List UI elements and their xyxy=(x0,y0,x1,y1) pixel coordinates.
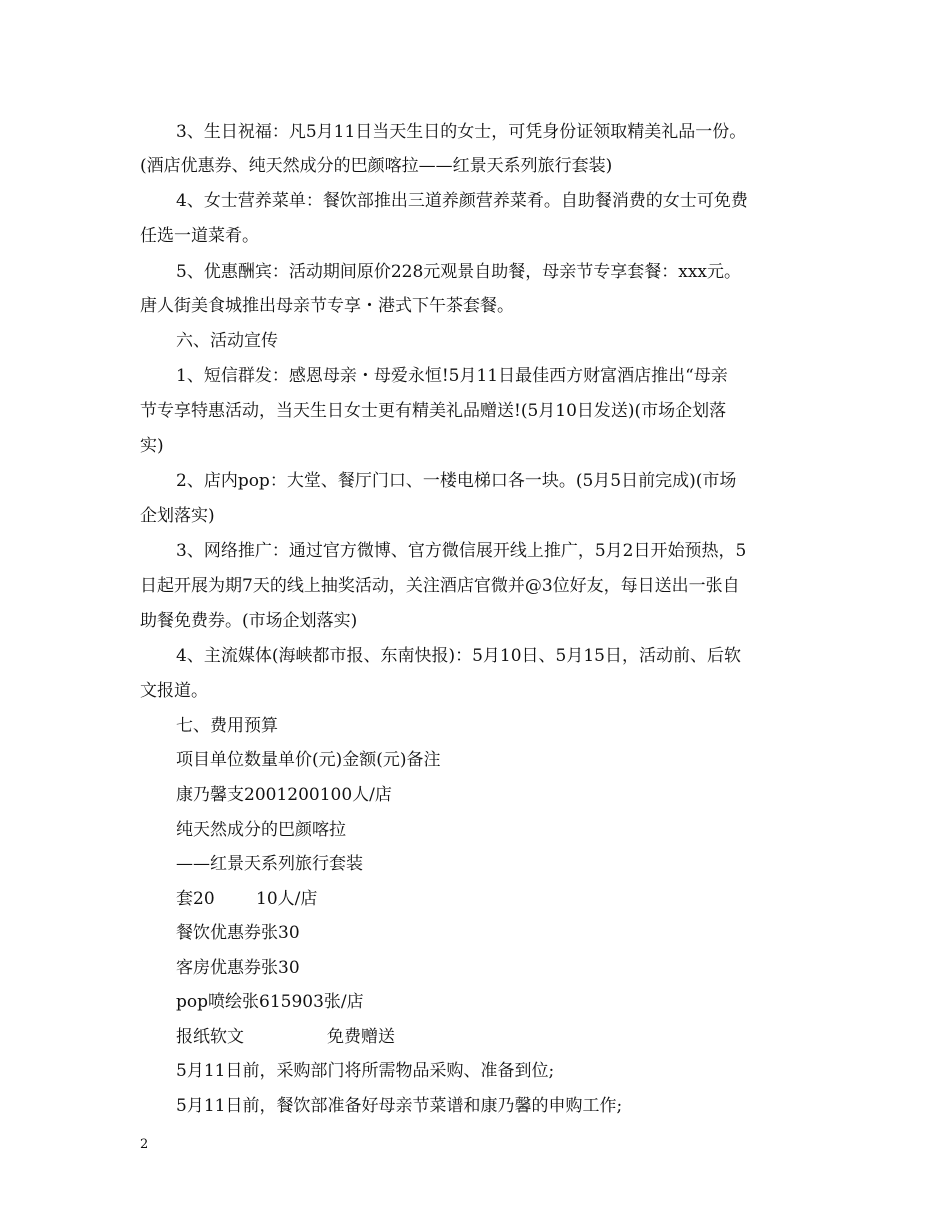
paragraph-offer-line-2: 唐人街美食城推出母亲节专享・港式下午茶套餐。 xyxy=(140,296,514,316)
paragraph-menu-line-1: 4、女士营养菜单：餐饮部推出三道养颜营养菜肴。自助餐消费的女士可免费 xyxy=(176,191,748,211)
section-heading-budget: 七、费用预算 xyxy=(176,716,278,736)
paragraph-birthday-line-2: (酒店优惠券、纯天然成分的巴颜喀拉——红景天系列旅行套装) xyxy=(140,156,613,176)
paragraph-pop-line-1: 2、店内pop：大堂、餐厅门口、一楼电梯口各一块。(5月5日前完成)(市场 xyxy=(176,471,737,491)
budget-line: 报纸软文 xyxy=(176,1027,244,1047)
paragraph-sms-line-3: 实) xyxy=(140,436,164,456)
page-number: 2 xyxy=(140,1137,149,1152)
schedule-line: 5月11日前，采购部门将所需物品采购、准备到位; xyxy=(176,1061,555,1081)
paragraph-sms-line-2: 节专享特惠活动，当天生日女士更有精美礼品赠送!(5月10日发送)(市场企划落 xyxy=(140,401,727,421)
budget-line: ——红景天系列旅行套装 xyxy=(176,854,363,874)
paragraph-offer-line-1: 5、优惠酬宾：活动期间原价228元观景自助餐，母亲节专享套餐：xxx元。 xyxy=(176,262,742,282)
paragraph-pop-line-2: 企划落实) xyxy=(140,506,215,526)
schedule-line: 5月11日前，餐饮部准备好母亲节菜谱和康乃馨的申购工作; xyxy=(176,1096,623,1116)
budget-line: 10人/店 xyxy=(256,889,318,909)
budget-line: 餐饮优惠券张30 xyxy=(176,923,300,943)
budget-line: pop喷绘张615903张/店 xyxy=(176,992,364,1012)
paragraph-media-line-1: 4、主流媒体(海峡都市报、东南快报)：5月10日、5月15日，活动前、后软 xyxy=(176,646,741,666)
paragraph-birthday-line-1: 3、生日祝福：凡5月11日当天生日的女士，可凭身份证领取精美礼品一份。 xyxy=(176,122,747,142)
budget-line: 康乃馨支2001200100人/店 xyxy=(176,785,392,805)
budget-line: 纯天然成分的巴颜喀拉 xyxy=(176,820,346,840)
paragraph-online-line-3: 助餐免费券。(市场企划落实) xyxy=(140,611,358,631)
budget-line: 客房优惠券张30 xyxy=(176,958,300,978)
budget-line: 项目单位数量单价(元)金额(元)备注 xyxy=(176,750,441,770)
paragraph-online-line-2: 日起开展为期7天的线上抽奖活动，关注酒店官微并@3位好友，每日送出一张自 xyxy=(140,576,740,596)
section-heading-promotion: 六、活动宣传 xyxy=(176,331,278,351)
budget-line: 免费赠送 xyxy=(327,1027,395,1047)
paragraph-menu-line-2: 任选一道菜肴。 xyxy=(140,226,259,246)
paragraph-media-line-2: 文报道。 xyxy=(140,681,208,701)
paragraph-sms-line-1: 1、短信群发：感恩母亲・母爱永恒!5月11日最佳西方财富酒店推出“母亲 xyxy=(176,366,728,386)
paragraph-online-line-1: 3、网络推广：通过官方微博、官方微信展开线上推广，5月2日开始预热，5 xyxy=(176,541,747,561)
budget-line: 套20 xyxy=(176,889,215,909)
